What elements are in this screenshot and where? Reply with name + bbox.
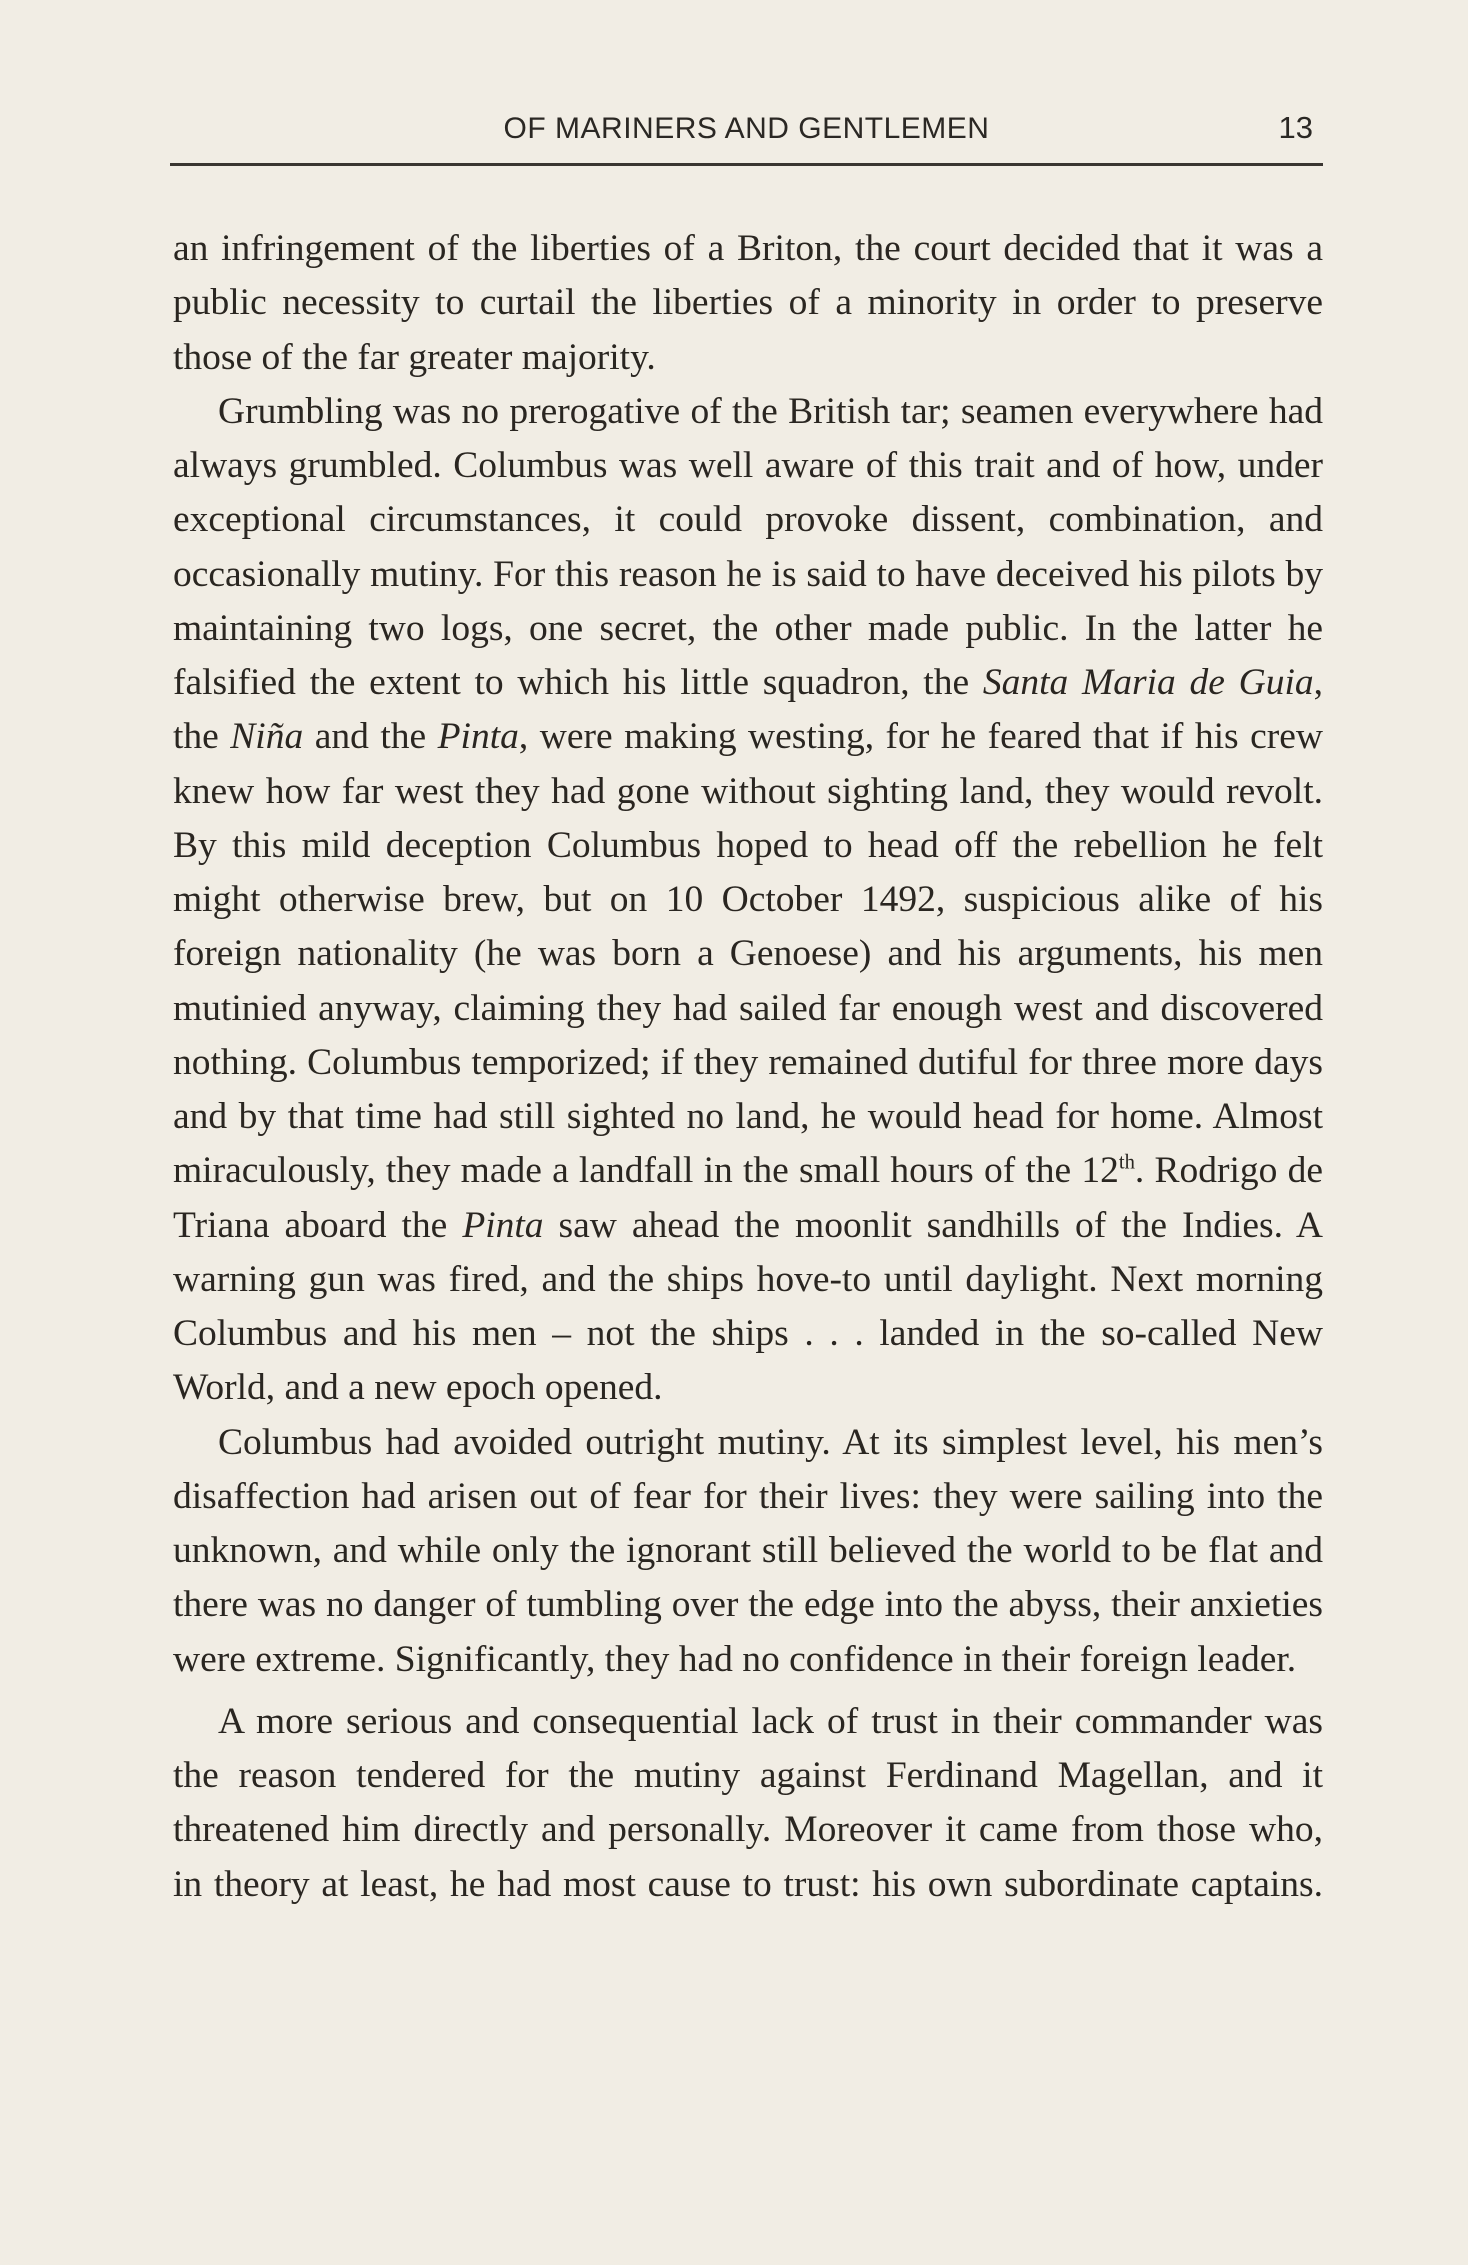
ship-name-pinta: Pinta bbox=[437, 716, 519, 758]
paragraph-4 bbox=[173, 1695, 1323, 1912]
header-rule bbox=[170, 163, 1323, 166]
paragraph-2-text-c: and the bbox=[303, 716, 438, 758]
ship-name-pinta-2: Pinta bbox=[462, 1204, 544, 1246]
paragraph-2-text-f: saw ahead the moonlit sandhills of the Indies. A warning gun was fired, and the ships hove-to until daylight. Next morning Columbus and his men – not the ships . . . landed in the so-called New World, and a new epoch opened. bbox=[173, 1204, 1323, 1409]
ship-name-nina: Niña bbox=[230, 716, 304, 758]
paragraph-2-text-d: , were making westing, for he feared that if his crew knew how far west they had gone without sighting land, they would revolt. By this mild deception Columbus hoped to head off the rebellion he felt might otherwise brew, but on 10 October 1492, suspicious alike of his foreign nationality (he was born a Genoese) and his arguments, his men mutinied anyway, claiming they had sailed far enough west and discovered nothing. Columbus temporized; if they remained dutiful for three more days and by that time had still sighted no land, he would head for home. Almost miraculously, they made a landfall in the small hours of the 12 bbox=[173, 716, 1323, 1192]
page-header bbox=[170, 100, 1323, 160]
paragraph-4-text: A more serious and consequential lack of trust in their commander was the reason tendered for the mutiny against Ferdinand Magellan, and it threatened him directly and personally. Moreover it came from those who, in theory at least, he had most cause to trust: his own subordinate captains. bbox=[173, 1700, 1323, 1905]
body-text bbox=[173, 222, 1323, 1912]
paragraph-2 bbox=[173, 385, 1323, 1416]
paragraph-1 bbox=[173, 222, 1323, 385]
paragraph-3 bbox=[173, 1416, 1323, 1687]
paragraph-2-text-a: Grumbling was no prerogative of the British tar; seamen everywhere had always grumbled. Columbus was well aware of this trait and of how, under exceptional circumstances, it could provoke dissent, combination, and occasionally mutiny. For this reason he is said to have deceived his pilots by maintaining two logs, one secret, the other made public. In the latter he falsified the extent to which his little squadron, the bbox=[173, 390, 1323, 703]
paragraph-1-text: an infringement of the liberties of a Briton, the court decided that it was a public necessity to curtail the liberties of a minority in order to preserve those of the far greater majority. bbox=[173, 228, 1323, 378]
running-head: OF MARINERS AND GENTLEMEN bbox=[503, 112, 990, 145]
ship-name-santa-maria: Santa Maria de Guia bbox=[982, 662, 1314, 703]
paragraph-spacer bbox=[173, 1687, 1323, 1695]
paragraph-2-text-e: . Rodrigo de Triana aboard the bbox=[173, 1150, 1323, 1246]
ordinal-superscript: th bbox=[1118, 1151, 1135, 1174]
paragraph-3-text: Columbus had avoided outright mutiny. At its simplest level, his men’s disaffection had arisen out of fear for their lives: they were sailing into the unknown, and while only the ignorant still believed the world to be flat and there was no danger of tumbling over the edge into the abyss, their anxieties were extreme. Significantly, they had no confidence in their foreign leader. bbox=[173, 1421, 1323, 1680]
paragraph-2-text-b: , the bbox=[173, 662, 1323, 758]
page-number: 13 bbox=[1278, 110, 1313, 145]
